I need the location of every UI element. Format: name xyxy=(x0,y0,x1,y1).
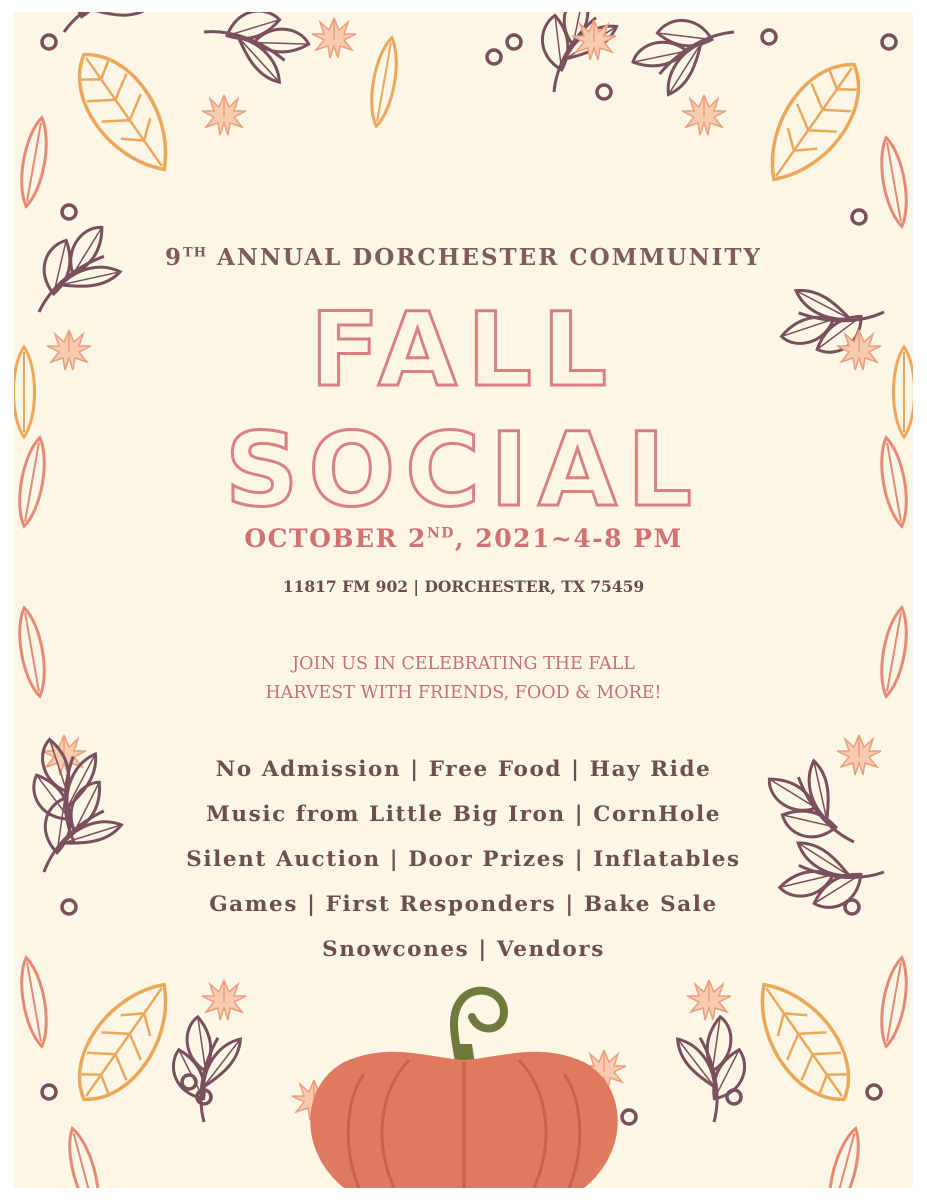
feature-line: No Admission | Free Food | Hay Ride xyxy=(215,757,712,782)
berry-icon xyxy=(867,1085,881,1099)
leaf-icon xyxy=(366,36,402,128)
feature-line: Music from Little Big Iron | CornHole xyxy=(205,802,722,827)
leaf-icon xyxy=(152,1014,249,1122)
leaf-icon xyxy=(54,12,153,32)
berry-icon xyxy=(852,210,866,224)
berry-icon xyxy=(62,205,76,219)
header-rest: ANNUAL DORCHESTER COMMUNITY xyxy=(207,244,762,271)
leaf-icon xyxy=(822,1126,866,1188)
title-fall: FALL xyxy=(310,291,617,410)
flower-icon xyxy=(687,980,731,1020)
leaf-icon xyxy=(630,12,734,101)
invite-line: HARVEST WITH FRIENDS, FOOD & MORE! xyxy=(265,683,662,703)
date-rest: , 2021~4-8 PM xyxy=(454,524,683,553)
flower-icon xyxy=(202,95,246,135)
berry-icon xyxy=(507,35,521,49)
berry-icon xyxy=(182,1075,196,1089)
feature-line: Games | First Responders | Bake Sale xyxy=(209,892,718,917)
leaf-icon xyxy=(204,12,312,90)
features-list xyxy=(14,747,913,972)
leaf-icon xyxy=(515,12,623,92)
flower-icon xyxy=(312,18,356,58)
leaf-icon xyxy=(59,967,188,1116)
header-superscript: TH xyxy=(183,245,208,261)
date-prefix: OCTOBER 2 xyxy=(244,524,427,553)
flower-icon xyxy=(202,980,246,1020)
invite-text xyxy=(14,650,913,708)
berry-icon xyxy=(762,30,776,44)
flyer-page xyxy=(14,12,913,1188)
event-address: 11817 FM 902 | DORCHESTER, TX 75459 xyxy=(282,577,645,596)
pumpkin-icon xyxy=(310,991,618,1188)
berry-icon xyxy=(42,1085,56,1099)
event-date xyxy=(14,524,913,553)
feature-line: Silent Auction | Door Prizes | Inflatables xyxy=(186,847,741,872)
berry-icon xyxy=(882,35,896,49)
berry-icon xyxy=(42,35,56,49)
berry-icon xyxy=(727,1090,741,1104)
berry-icon xyxy=(487,50,501,64)
leaf-icon xyxy=(62,1126,106,1188)
header-prefix: 9 xyxy=(165,244,184,271)
autumn-border xyxy=(14,12,913,1188)
leaf-icon xyxy=(749,47,878,196)
flower-icon xyxy=(682,95,726,135)
berry-icon xyxy=(597,85,611,99)
invite-line: JOIN US IN CELEBRATING THE FALL xyxy=(292,654,635,674)
date-superscript: ND xyxy=(426,525,455,542)
event-header xyxy=(14,244,913,271)
leaf-icon xyxy=(59,37,188,186)
berry-icon xyxy=(622,1110,636,1124)
leaf-icon xyxy=(669,1014,766,1122)
leaf-icon xyxy=(876,136,912,228)
title-social: SOCIAL xyxy=(225,411,702,530)
leaf-icon xyxy=(739,967,868,1116)
feature-line: Snowcones | Vendors xyxy=(322,937,605,962)
leaf-icon xyxy=(16,116,52,208)
